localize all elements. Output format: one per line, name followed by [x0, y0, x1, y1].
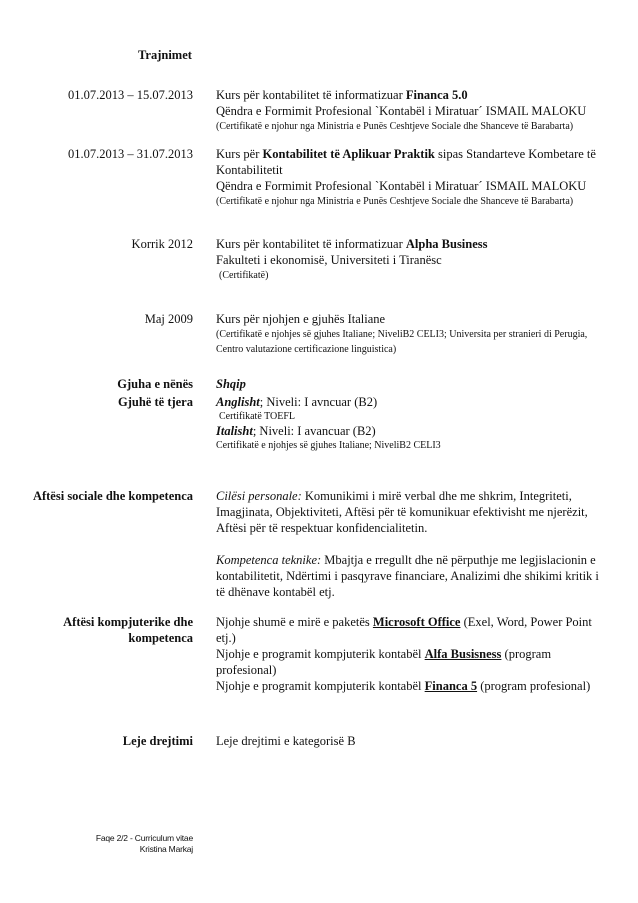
social-skills: [216, 488, 611, 600]
training-date: Korrik 2012: [131, 237, 193, 251]
mother-tongue-value: Shqip: [216, 377, 246, 391]
mother-tongue-label: Gjuha e nënës: [117, 377, 193, 391]
training-note: (Certifikatë e njohur nga Ministria e Punës Ceshtjeve Sociale dhe Shanceve të Barabarta): [216, 121, 574, 132]
training-institution: Fakulteti i ekonomisë, Universiteti i Tiranësc: [216, 253, 442, 267]
training-note: (Certifikatë): [219, 270, 269, 281]
training-date: 01.07.2013 – 31.07.2013: [68, 147, 193, 161]
section-title: Trajnimet: [138, 48, 192, 62]
footer-author: Kristina Markaj: [139, 844, 193, 854]
training-institution: Qëndra e Formimit Profesional `Kontabël i Miratuar´ ISMAIL MALOKU: [216, 104, 587, 118]
italian-cert: Certifikatë e njohjes së gjuhes Italiane; NiveliB2 CELI3: [216, 440, 441, 451]
footer-page-info: Faqe 2/2 - Curriculum vitae: [95, 833, 193, 843]
other-languages: [216, 394, 616, 452]
italian-language: Italisht; Niveli: I avancuar (B2): [216, 424, 376, 438]
training-note: (Certifikatë e njohur nga Ministria e Punës Ceshtjeve Sociale dhe Shanceve të Barabarta): [216, 196, 574, 207]
page-footer: [96, 833, 193, 855]
training-date: 01.07.2013 – 15.07.2013: [68, 88, 193, 102]
training-institution: Qëndra e Formimit Profesional `Kontabël i Miratuar´ ISMAIL MALOKU: [216, 179, 587, 193]
training-entry: [216, 311, 616, 357]
skill-microsoft-office: Njohje shumë e mirë e paketës Microsoft Office (Exel, Word, Power Point etj.): [216, 615, 592, 645]
computer-skills: [216, 614, 611, 694]
driving-license-value: Leje drejtimi e kategorisë B: [216, 734, 356, 748]
personal-qualities: Cilësi personale: Komunikimi i mirë verbal dhe me shkrim, Integriteti, Imagjinata, Objektiviteti, Aftësi për të komunikuar efektivisht me njerëzit, Aftësi për të respektuar konfidencialitetin.: [216, 489, 588, 535]
driving-license-label: Leje drejtimi: [122, 734, 193, 748]
training-title: Kurs për kontabilitet të informatizuar Financa 5.0: [216, 88, 468, 102]
computer-skills-label: Aftësi kompjuterike dhe kompetenca: [63, 615, 193, 645]
training-date: Maj 2009: [144, 312, 193, 326]
training-title: Kurs për kontabilitet të informatizuar Alpha Business: [216, 237, 488, 251]
skill-financa: Njohje e programit kompjuterik kontabël Financa 5 (program profesional): [216, 679, 591, 693]
training-entry: [216, 236, 616, 283]
english-language: Anglisht; Niveli: I avncuar (B2): [216, 395, 378, 409]
training-title: Kurs për Kontabilitet të Aplikuar Praktik sipas Standarteve Kombetare të Kontabilitetit: [216, 147, 596, 177]
technical-competence: Kompetenca teknike: Mbajtja e rregullt dhe në përputhje me legjislacionin e kontabilitetit, Ndërtimi i pasqyrave financiare, Analizimi dhe shikimi kritik i të dhënave kontabël etj.: [216, 553, 599, 599]
social-skills-label: Aftësi sociale dhe kompetenca: [32, 489, 193, 503]
skill-alfa-business: Njohje e programit kompjuterik kontabël Alfa Busisness (program profesional): [216, 647, 552, 677]
training-entry: [216, 146, 616, 209]
training-title: Kurs për njohjen e gjuhës Italiane: [216, 312, 386, 326]
training-note: (Certifikatë e njohjes së gjuhes Italiane; NiveliB2 CELI3; Universita per stranieri di Perugia, Centro valutazione certificazione linguistica): [216, 329, 588, 355]
training-entry: [216, 87, 616, 134]
english-cert: Certifikatë TOEFL: [219, 411, 296, 422]
other-languages-label: Gjuhë të tjera: [118, 395, 193, 409]
